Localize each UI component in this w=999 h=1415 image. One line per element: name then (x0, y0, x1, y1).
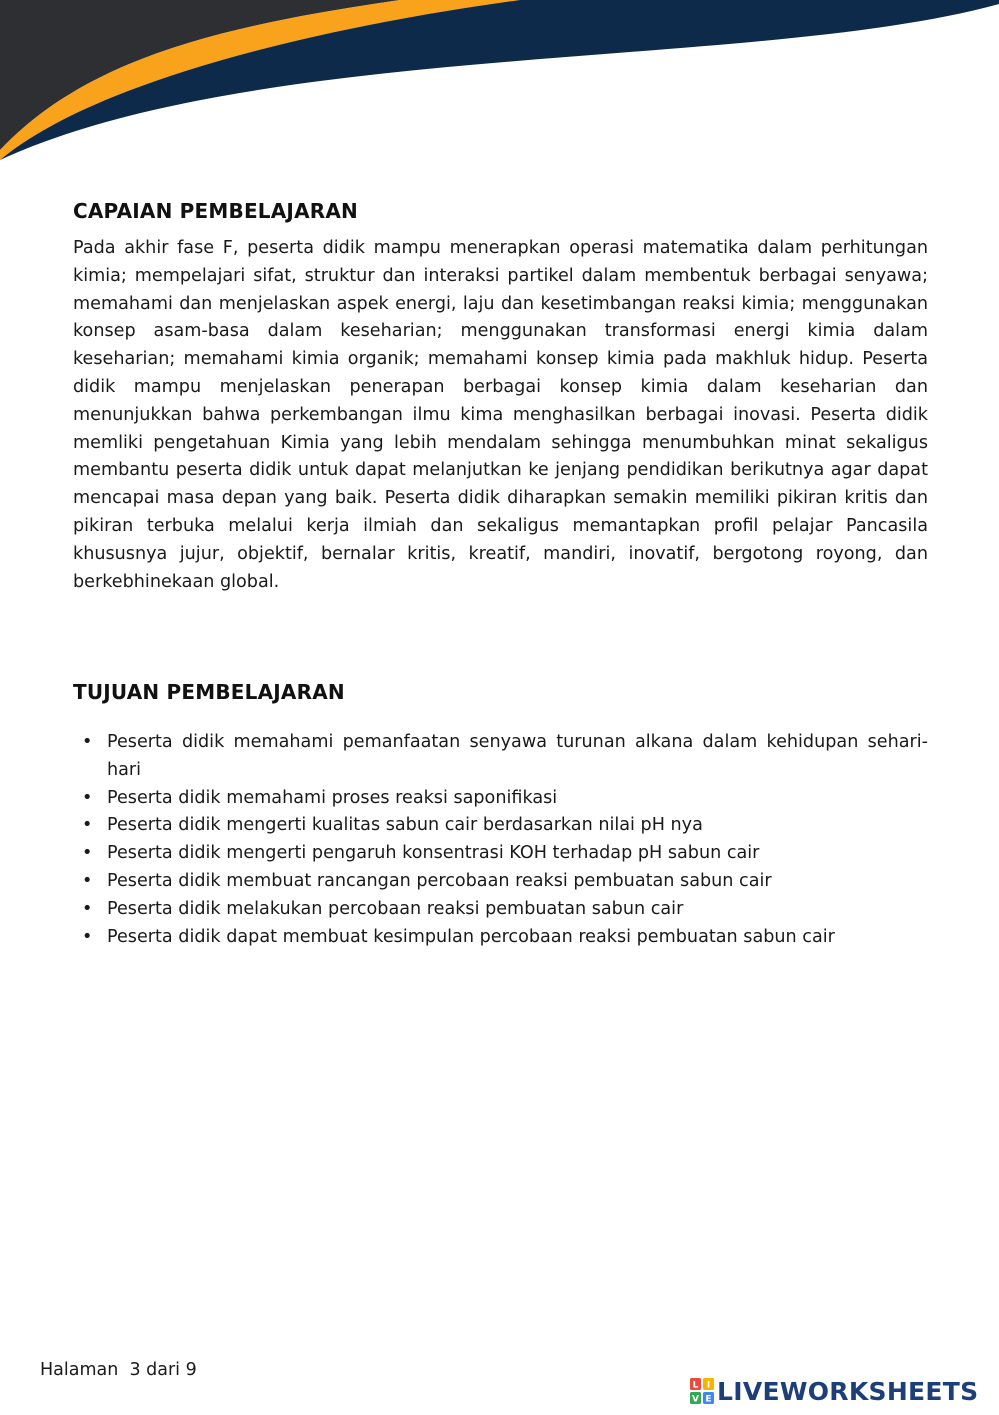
list-item-text: Peserta didik dapat membuat kesimpulan percobaan reaksi pembuatan sabun cair (107, 926, 835, 947)
logo-letter: V (692, 1394, 699, 1404)
list-item (73, 812, 928, 840)
list-item-text: Peserta didik memahami proses reaksi saponifikasi (107, 787, 558, 808)
list-item (73, 896, 928, 924)
list-item-text: Peserta didik mengerti kualitas sabun cair berdasarkan nilai pH nya (107, 815, 703, 836)
bullet-icon: • (82, 815, 93, 836)
brand[interactable] (690, 1374, 978, 1408)
list-item (73, 729, 928, 785)
list-item (73, 868, 928, 896)
list-item (73, 840, 928, 868)
list-item (73, 785, 928, 813)
tujuan-heading: TUJUAN PEMBELAJARAN (73, 680, 345, 704)
brand-name: LIVEWORKSHEETS (717, 1376, 979, 1406)
list-item-text: Peserta didik membuat rancangan percobaan reaksi pembuatan sabun cair (107, 870, 772, 891)
list-item-text: Peserta didik mengerti pengaruh konsentrasi KOH terhadap pH sabun cair (107, 843, 760, 864)
list-item (73, 924, 928, 952)
logo-letter: E (705, 1394, 712, 1404)
capaian-paragraph: Pada akhir fase F, peserta didik mampu menerapkan operasi matematika dalam perhitungan kimia; mempelajari sifat, struktur dan interaksi partikel dalam membentuk berbagai senyawa; memahami dan menjelaskan aspek energi, laju dan kesetimbangan reaksi kimia; menggunakan konsep asam-basa dalam keseharian; menggunakan transformasi energi kimia dalam keseharian; memahami kimia organik; memahami konsep kimia pada makhluk hidup. Peserta didik mampu menjelaskan penerapan berbagai konsep kimia dalam keseharian dan menunjukkan bahwa perkembangan ilmu kima menghasilkan berbagai inovasi. Peserta didik memliki pengetahuan Kimia yang lebih mendalam sehingga menumbuhkan minat sekaligus membantu peserta didik untuk dapat melanjutkan ke jenjang pendidikan berikutnya agar dapat mencapai masa depan yang baik. Peserta didik diharapkan semakin memiliki pikiran kritis dan pikiran terbuka melalui kerja ilmiah dan sekaligus memantapkan profil pelajar Pancasila khususnya jujur, objektif, bernalar kritis, kreatif, mandiri, inovatif, bergotong royong, dan berkebhinekaan global. (73, 238, 928, 592)
logo-letter: L (692, 1380, 699, 1391)
bullet-icon: • (82, 898, 93, 919)
bullet-icon: • (82, 732, 93, 752)
page-number: Halaman 3 dari 9 (40, 1360, 197, 1380)
logo-letter: I (706, 1380, 711, 1391)
tujuan-list (73, 729, 928, 951)
header-wave-decoration (0, 0, 999, 160)
list-item-text: Peserta didik memahami pemanfaatan senyawa turunan alkana dalam kehidupan sehari-hari (107, 732, 928, 780)
bullet-icon: • (82, 787, 93, 808)
list-item-text: Peserta didik melakukan percobaan reaksi pembuatan sabun cair (107, 898, 684, 919)
liveworksheets-logo-icon (690, 1378, 714, 1404)
capaian-heading: CAPAIAN PEMBELAJARAN (73, 199, 358, 223)
bullet-icon: • (82, 870, 93, 891)
bullet-icon: • (82, 926, 93, 947)
bullet-icon: • (82, 843, 93, 864)
